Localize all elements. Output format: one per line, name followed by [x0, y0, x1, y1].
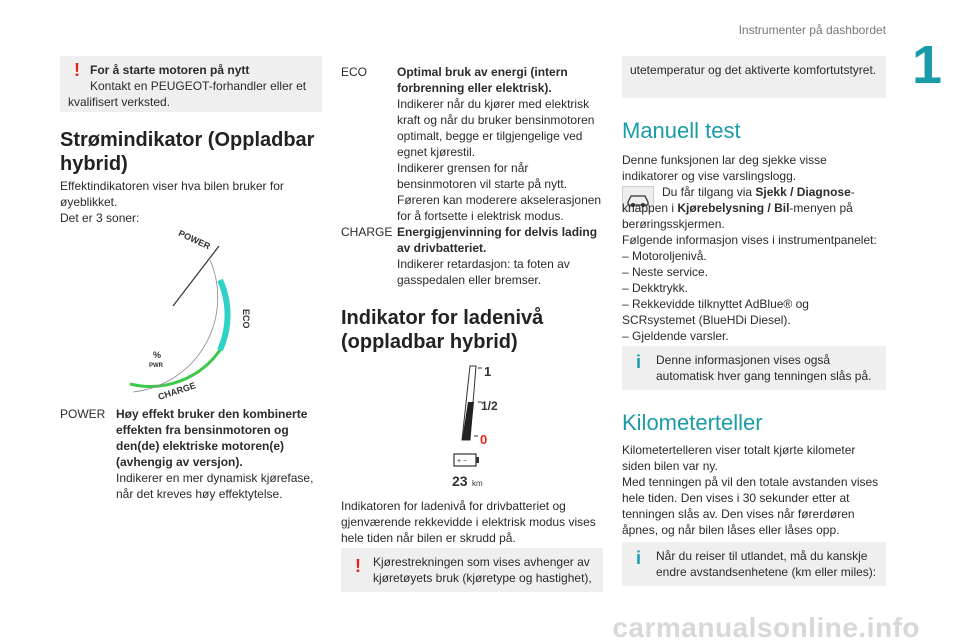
paragraph: Kilometertelleren viser totalt kjørte kilometer siden bilen var ny. — [622, 443, 856, 473]
gauge-label-eco: ECO — [241, 309, 251, 329]
info-box — [622, 346, 886, 390]
section-heading: Indikator for ladenivå (oppladbar hybrid) — [341, 307, 544, 353]
section-heading: Strømindikator (Oppladbar hybrid) — [60, 129, 315, 175]
definition-eco — [341, 64, 603, 224]
section-heading: Manuell test — [622, 118, 741, 143]
charge-label-zero: 0 — [480, 432, 488, 447]
range-value: 23 — [452, 473, 468, 489]
info-box-continued — [622, 56, 886, 98]
gauge-arc-charge — [130, 350, 220, 386]
gauge-arc-eco — [220, 280, 228, 350]
section-heading: Kilometerteller — [622, 410, 763, 435]
paragraph: Det er 3 soner: — [60, 211, 140, 225]
gauge-label-pct: % — [153, 350, 162, 360]
charge-label-one: 1 — [484, 364, 492, 379]
definition-bold: Høy effekt bruker den kombinerte effekten fra bensinmotoren og den(de) elektriske motoren(e) (avhengig av versjon). — [116, 407, 308, 469]
definition-term: ECO — [341, 65, 368, 79]
gauge-marker — [173, 246, 219, 306]
paragraph: Med tenningen på vil den totale avstanden vises hele tiden. Den vises i 30 sekunder etter at tenningen slås av. Den vises når førerdøren åpnes, og når bilen låses eller låses opp. — [622, 475, 879, 537]
warning-icon: ! — [74, 60, 80, 80]
info-icon: i — [636, 352, 642, 372]
list-item: – Rekkevidde tilknyttet AdBlue® og SCRsystemet (BlueHDi Diesel). — [622, 297, 809, 327]
info-text: Når du reiser til utlandet, må du kanskje endre avstandsenhetene (km eller miles): — [656, 549, 877, 579]
definition-text: Indikerer en mer dynamisk kjørefase, når det kreves høy effektytelse. — [116, 471, 314, 501]
warning-box — [60, 56, 322, 112]
warning-icon: ! — [355, 556, 361, 576]
watermark: carmanualsonline.info — [612, 612, 920, 640]
list-item: – Motoroljenivå. — [622, 249, 707, 263]
range-unit: km — [472, 479, 483, 488]
definition-text: Indikerer når du kjører med elektrisk kraft og når du bruker bensinmotoren optimalt, begge er tilgjengelige ved egnet kjørestil. — [397, 97, 595, 159]
definition-bold: Optimal bruk av energi (intern forbrenning eller elektrisk). — [397, 65, 568, 95]
paragraph: Denne funksjonen lar deg sjekke visse indikatorer og vise varslingslogg. — [622, 153, 827, 183]
definition-text: Indikerer grensen for når bensinmotoren vil starte på nytt. Føreren kan moderere akselerasjonen for å fortsette i elektrisk modus. — [397, 161, 602, 223]
chapter-number: 1 — [911, 35, 942, 95]
svg-text:+ −: + − — [457, 458, 468, 465]
warning-text: Kjørestrekningen som vises avhenger av kjøretøyets bruk (kjøretype og hastighet), — [373, 555, 592, 585]
info-text: Denne informasjonen vises også automatisk hver gang tenningen slås på. — [656, 353, 872, 383]
list-item: – Gjeldende varsler. — [622, 329, 729, 343]
gauge-label-charge: CHARGE — [156, 380, 197, 402]
definition-term: CHARGE — [341, 225, 393, 239]
definition-charge — [341, 224, 603, 288]
charge-level-figure — [440, 362, 510, 490]
definition-text: Indikerer retardasjon: ta foten av gasspedalen eller bremser. — [397, 257, 570, 287]
gauge-label-power: POWER — [176, 228, 212, 252]
info-text: utetemperatur og det aktiverte komfortutstyret. — [630, 63, 877, 77]
definition-term: POWER — [60, 407, 106, 421]
charge-label-half: 1/2 — [481, 399, 498, 413]
battery-icon — [454, 454, 479, 466]
gauge-arc-outline — [133, 260, 218, 392]
warning-box — [341, 548, 603, 592]
list-item: – Dekktrykk. — [622, 281, 689, 295]
definition-bold: Energigjenvinning for delvis lading av drivbatteriet. — [397, 225, 598, 255]
info-list — [622, 248, 862, 344]
list-item: – Neste service. — [622, 265, 709, 279]
paragraph: Effektindikatoren viser hva bilen bruker for øyeblikket. — [60, 179, 284, 209]
definition-power — [60, 406, 322, 502]
info-icon: i — [636, 548, 642, 568]
access-paragraph: Du får tilgang via Sjekk / Diagnose-knappen i Kjørebelysning / Bil-menyen på berøringsskjermen. — [622, 185, 855, 231]
warning-title: For å starte motoren på nytt — [90, 63, 250, 77]
info-box — [622, 542, 886, 586]
power-gauge-figure — [115, 222, 265, 404]
section-title: Instrumenter på dashbordet — [738, 23, 886, 37]
paragraph: Følgende informasjon vises i instrumentpanelet: — [622, 233, 877, 247]
gauge-label-pwr: PWR — [149, 363, 163, 369]
paragraph: Indikatoren for ladenivå for drivbatteriet og gjenværende rekkevidde i elektrisk modus vises hele tiden når bilen er skrudd på. — [341, 499, 596, 545]
warning-text: Kontakt en PEUGEOT-forhandler eller et kvalifisert verksted. — [68, 79, 307, 109]
